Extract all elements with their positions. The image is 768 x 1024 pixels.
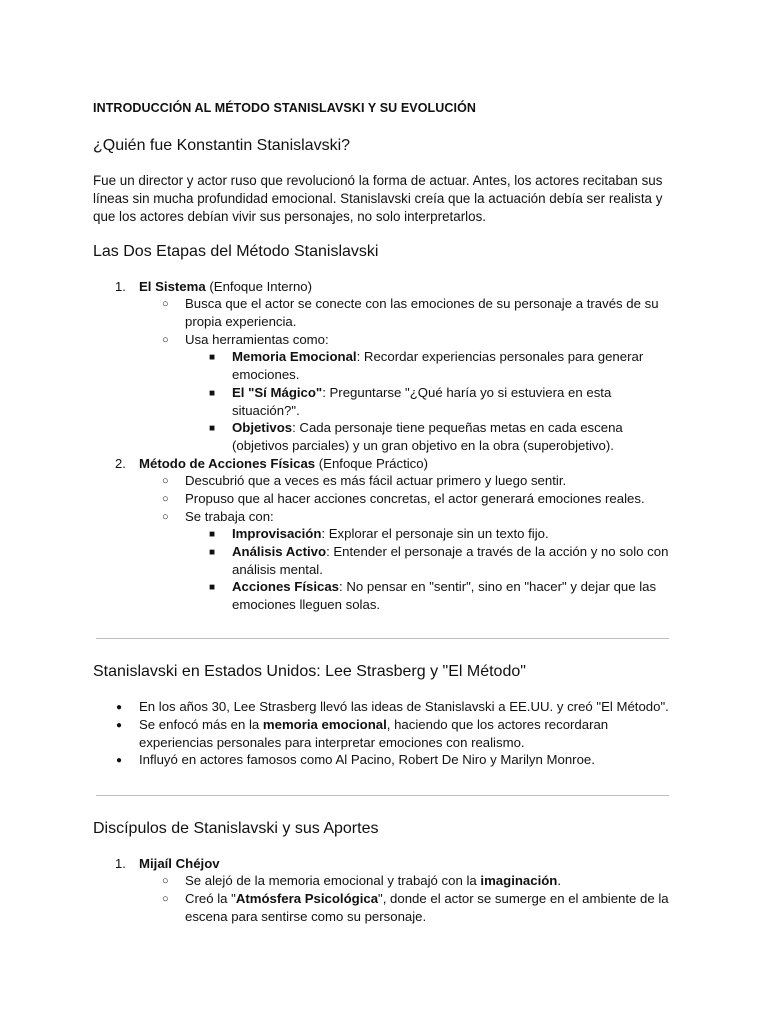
list-item-acciones-fisicas: Método de Acciones Físicas (Enfoque Práctico): [139, 456, 429, 471]
circle-bullet: ○: [162, 511, 169, 523]
heading-stanislavski-usa: Stanislavski en Estados Unidos: Lee Strasberg y "El Método": [93, 663, 526, 680]
square-bullet: ■: [209, 582, 216, 593]
tool-objetivos: Objetivos: Cada personaje tiene pequeñas metas en cada escena: [232, 420, 623, 435]
tool-analisis-activo: Análisis Activo: Entender el personaje a través de la acción y no solo con: [232, 544, 669, 559]
square-bullet: ■: [209, 529, 216, 540]
list-subitem-cont: situación?".: [232, 403, 300, 418]
disc-bullet: ●: [116, 702, 123, 713]
intro-paragraph: Fue un director y actor ruso que revolucionó la forma de actuar. Antes, los actores recitaban sus líneas sin mucha profundidad emocional. Stanislavski creía que la actuación debía ser realista y que los actores debían vivir sus personajes, no solo interpretarlos.: [93, 173, 663, 224]
list-subitem-cont: escena para sentirse como su personaje.: [185, 909, 427, 924]
square-bullet: ■: [209, 423, 216, 434]
list-number: 2.: [115, 456, 126, 471]
horizontal-divider: [96, 795, 669, 796]
circle-bullet: ○: [162, 493, 169, 505]
list-subitem: Se trabaja con:: [185, 509, 274, 524]
document-title: INTRODUCCIÓN AL MÉTODO STANISLAVSKI Y SU EVOLUCIÓN: [93, 101, 477, 115]
disc-bullet: ●: [116, 720, 123, 731]
list-subitem: Descubrió que a veces es más fácil actuar primero y luego sentir.: [185, 473, 567, 488]
list-subitem: Propuso que al hacer acciones concretas, el actor generará emociones reales.: [185, 491, 645, 506]
list-number: 1.: [115, 279, 126, 294]
disc-bullet: ●: [116, 755, 123, 766]
horizontal-divider: [96, 638, 669, 639]
tool-improvisacion: Improvisación: Explorar el personaje sin un texto fijo.: [232, 526, 549, 541]
list-item-chejov: Mijaíl Chéjov: [139, 856, 220, 871]
list-subitem-cont: (objetivos parciales) y un gran objetivo en la obra (superobjetivo).: [232, 438, 614, 453]
circle-bullet: ○: [162, 298, 169, 310]
circle-bullet: ○: [162, 475, 169, 487]
heading-disciples: Discípulos de Stanislavski y sus Aportes: [93, 820, 379, 837]
square-bullet: ■: [209, 547, 216, 558]
heading-who-was-stanislavski: ¿Quién fue Konstantin Stanislavski?: [93, 137, 351, 154]
list-subitem-cont: emociones.: [232, 367, 300, 382]
circle-bullet: ○: [162, 875, 169, 887]
list-subitem: Busca que el actor se conecte con las emociones de su personaje a través de su: [185, 296, 659, 311]
tool-acciones-fisicas: Acciones Físicas: No pensar en "sentir", sino en "hacer" y dejar que las: [232, 579, 657, 594]
list-subitem-cont: emociones lleguen solas.: [232, 597, 381, 612]
tool-memoria-emocional: Memoria Emocional: Recordar experiencias personales para generar: [232, 349, 644, 364]
tool-si-magico: El "Sí Mágico": Preguntarse "¿Qué haría yo si estuviera en esta: [232, 385, 612, 400]
list-subitem-cont: análisis mental.: [232, 562, 323, 577]
list-subitem: Se alejó de la memoria emocional y trabajó con la imaginación.: [185, 873, 562, 888]
usa-point: En los años 30, Lee Strasberg llevó las ideas de Stanislavski a EE.UU. y creó "El Método".: [139, 699, 669, 714]
list-number: 1.: [115, 856, 126, 871]
circle-bullet: ○: [162, 334, 169, 346]
usa-point: Influyó en actores famosos como Al Pacino, Robert De Niro y Marilyn Monroe.: [139, 752, 595, 767]
usa-point-cont: experiencias personales para interpretar emociones con realismo.: [139, 735, 525, 750]
heading-two-stages: Las Dos Etapas del Método Stanislavski: [93, 243, 379, 260]
circle-bullet: ○: [162, 893, 169, 905]
usa-point: Se enfocó más en la memoria emocional, haciendo que los actores recordaran: [139, 717, 609, 732]
square-bullet: ■: [209, 388, 216, 399]
list-subitem: Creó la "Atmósfera Psicológica", donde el actor se sumerge en el ambiente de la: [185, 891, 669, 906]
list-item-el-sistema: El Sistema (Enfoque Interno): [139, 279, 313, 294]
list-subitem: Usa herramientas como:: [185, 332, 329, 347]
list-subitem-cont: propia experiencia.: [185, 314, 297, 329]
square-bullet: ■: [209, 352, 216, 363]
